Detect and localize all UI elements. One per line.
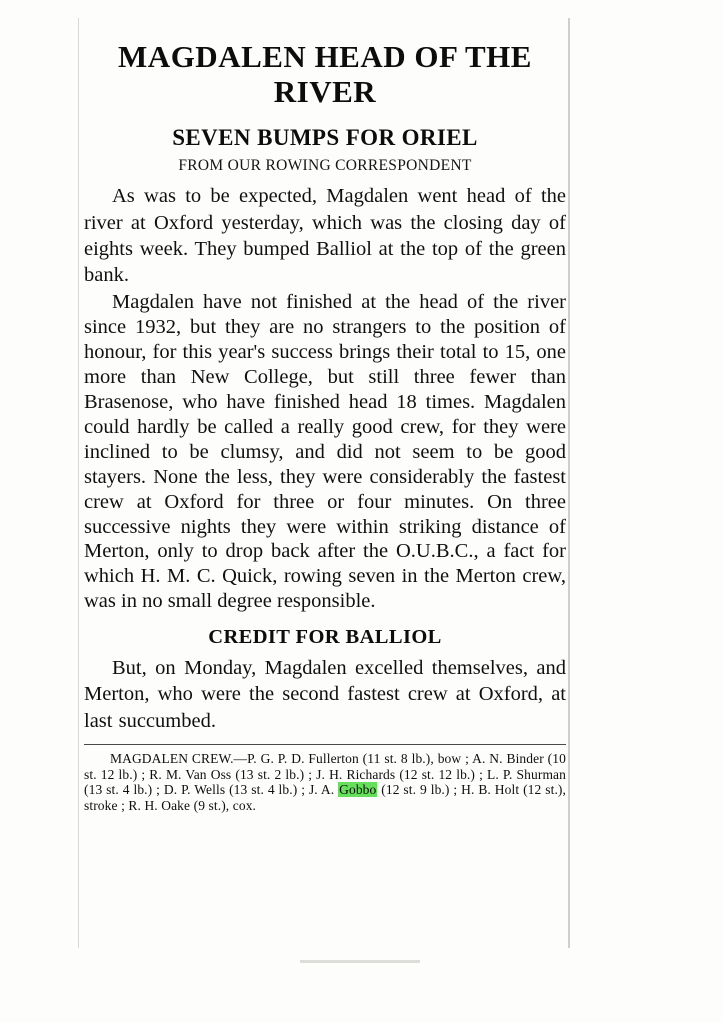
highlighted-name: Gobbo — [339, 782, 377, 798]
scan-edge-right — [568, 18, 570, 948]
article-byline — [84, 155, 566, 175]
crew-list-block — [84, 751, 566, 814]
article-section-heading: CREDIT FOR BALLIOL — [208, 626, 442, 649]
crew-list-text-after: (12 st. 9 lb.) ; H. B. Holt (12 st.), stroke ; R. H. Oake (9 st.), cox. — [84, 782, 566, 813]
article-paragraph-2: Magdalen have not finished at the head of the river since 1932, but they are no strangers to the position of honour, for this year's success brings their total to 15, one more than New College, but still three fewer than Brasenose, who have finished head 18 times. Magdalen could hardly be called a really good crew, for they were inclined to be clumsy, and did not seem to be good stayers. None the less, they were considerably the fastest crew at Oxford for three or four minutes. On three successive nights they were within striking distance of Merton, only to drop back after the O.U.B.C., a fact for which H. M. C. Quick, rowing seven in the Merton crew, was in no small degree responsible. — [84, 291, 566, 613]
article-paragraph-3: But, on Monday, Magdalen excelled themselves, and Merton, who were the second fastest crew at Oxford, at last succumbed. — [84, 657, 566, 732]
scan-artifact — [300, 960, 420, 963]
crew-list-label: MAGDALEN CREW.— — [110, 750, 248, 766]
horizontal-divider — [84, 744, 566, 745]
article-clipping — [84, 40, 566, 813]
article-subheadline: SEVEN BUMPS FOR ORIEL — [172, 125, 478, 151]
crew-list-text-before: P. G. P. D. Fullerton (11 st. 8 lb.), bow ; A. N. Binder (10 st. 12 lb.) ; R. M. Van Oss (13 st. 2 lb.) ; J. H. Richards (12 st. 12 lb.) ; L. P. Shurman (13 st. 4 lb.) ; D. P. Wells (13 st. 4 lb.) ; J. A. — [84, 750, 566, 798]
page-title: MAGDALEN HEAD OF THE RIVER — [118, 39, 532, 109]
byline-text: FROM OUR ROWING CORRESPONDENT — [178, 157, 472, 175]
scan-edge-left — [78, 18, 79, 948]
article-paragraph-1: As was to be expected, Magdalen went head of the river at Oxford yesterday, which was the closing day of eights week. They bumped Balliol at the top of the green bank. — [84, 185, 566, 287]
